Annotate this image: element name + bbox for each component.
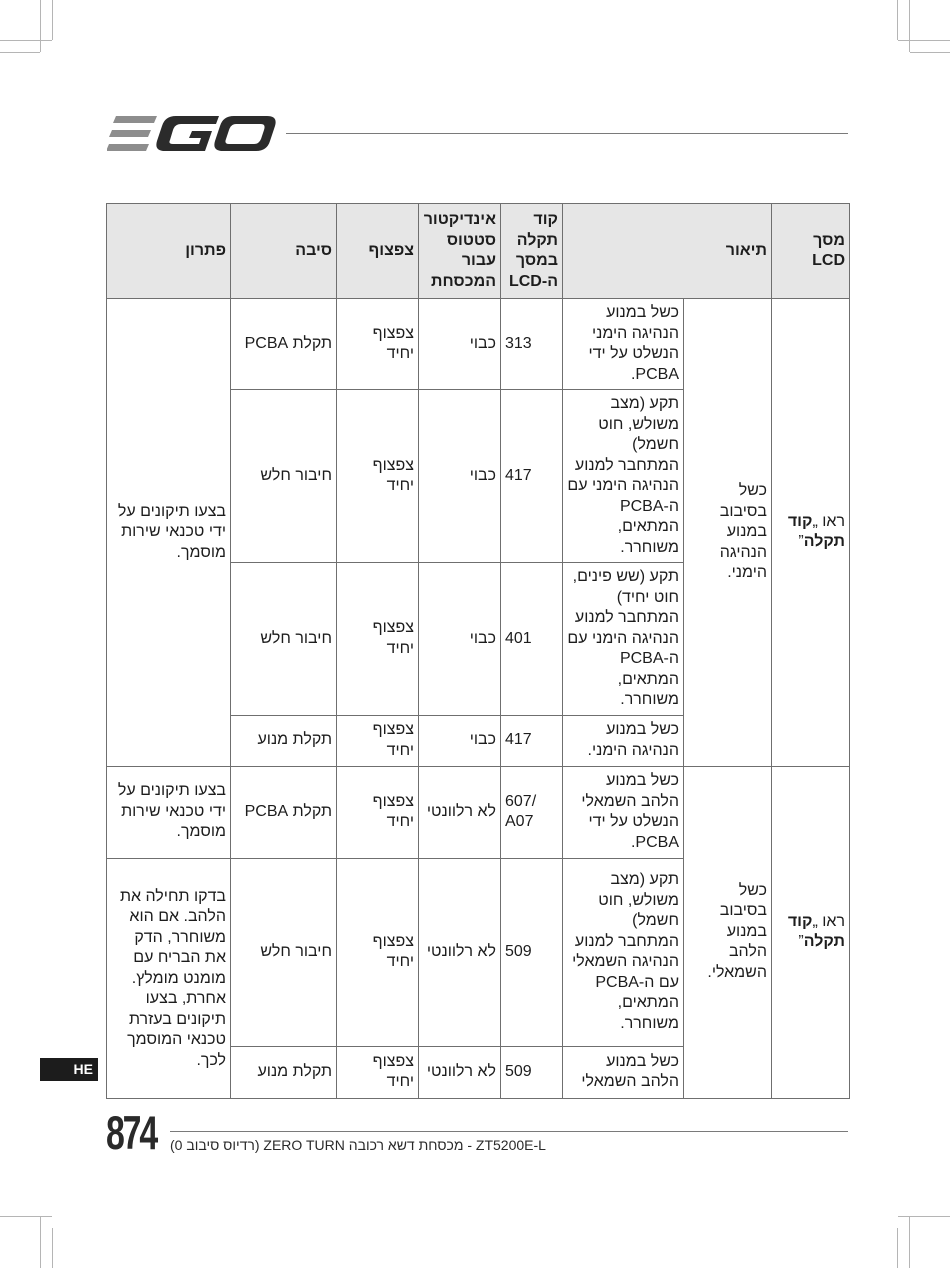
code-cell: 509 [501, 858, 563, 1046]
status-cell: לא רלוונטי [419, 766, 501, 858]
footer-title: ZT5200E-L - מכסחת דשא רכובה ZERO TURN (רדיוס סיבוב 0) [170, 1137, 546, 1153]
cause-cell: תקלת מנוע [231, 1046, 337, 1098]
header-cause: סיבה [231, 204, 337, 299]
error-code-table [106, 203, 850, 1099]
header-beep: צפצוף [337, 204, 419, 299]
code-cell: 401 [501, 563, 563, 716]
detail-cell: תקע (מצב משולש, חוט חשמל) המתחבר למנוע הנהיגה הימני עם ה-PCBA המתאים, משוחרר. [563, 390, 684, 563]
crop-mark [0, 40, 52, 41]
code-cell: 313 [501, 299, 563, 390]
description-cell: כשל בסיבוב במנוע הלהב השמאלי. [684, 766, 772, 1098]
crop-mark [897, 0, 898, 40]
status-cell: כבוי [419, 563, 501, 716]
crop-mark [909, 0, 910, 52]
beep-cell: צפצוף יחיד [337, 715, 419, 766]
status-cell: כבוי [419, 390, 501, 563]
lcd-cell: ראו „קוד תקלה” [772, 299, 850, 767]
header-code: קוד תקלה במסך ה-LCD [501, 204, 563, 299]
cause-cell: תקלת מנוע [231, 715, 337, 766]
cause-cell: חיבור חלש [231, 390, 337, 563]
beep-cell: צפצוף יחיד [337, 1046, 419, 1098]
code-cell: 417 [501, 715, 563, 766]
crop-mark [909, 1216, 910, 1268]
detail-cell: כשל במנוע הלהב השמאלי הנשלט על ידי PCBA. [563, 766, 684, 858]
beep-cell: צפצוף יחיד [337, 299, 419, 390]
crop-mark [897, 1228, 898, 1268]
header-status: אינדיקטור סטטוס עבור המכסחת [419, 204, 501, 299]
code-cell: /607 A07 [501, 766, 563, 858]
code-cell: 417 [501, 390, 563, 563]
solution-cell: בצעו תיקונים על ידי טכנאי שירות מוסמך. [107, 766, 231, 858]
detail-cell: כשל במנוע הנהיגה הימני הנשלט על ידי PCBA. [563, 299, 684, 390]
crop-mark [40, 0, 41, 52]
status-cell: כבוי [419, 715, 501, 766]
cause-cell: תקלת PCBA [231, 766, 337, 858]
language-tab: HE [40, 1058, 98, 1081]
code-cell: 509 [501, 1046, 563, 1098]
description-cell: כשל בסיבוב במנוע הנהיגה הימני. [684, 299, 772, 767]
detail-cell: כשל במנוע הנהיגה הימני. [563, 715, 684, 766]
header-rule [286, 133, 848, 134]
detail-cell: כשל במנוע הלהב השמאלי [563, 1046, 684, 1098]
crop-mark [40, 1216, 41, 1268]
crop-mark [0, 1216, 52, 1217]
detail-cell: תקע (מצב משולש, חוט חשמל) המתחבר למנוע הנהיגה השמאלי עם ה-PCBA המתאים, משוחרר. [563, 858, 684, 1046]
footer-rule [170, 1131, 848, 1132]
crop-mark [52, 1228, 53, 1268]
beep-cell: צפצוף יחיד [337, 858, 419, 1046]
header-lcd: מסך LCD [772, 204, 850, 299]
ego-logo [107, 113, 277, 155]
beep-cell: צפצוף יחיד [337, 563, 419, 716]
table-row [107, 299, 850, 390]
cause-cell: חיבור חלש [231, 563, 337, 716]
status-cell: לא רלוונטי [419, 858, 501, 1046]
crop-mark [898, 1216, 950, 1217]
crop-mark [898, 40, 950, 41]
detail-cell: תקע (שש פינים, חוט יחיד) המתחבר למנוע הנהיגה הימני עם ה-PCBA המתאים, משוחרר. [563, 563, 684, 716]
table-row [107, 766, 850, 858]
lcd-cell: ראו „קוד תקלה” [772, 766, 850, 1098]
beep-cell: צפצוף יחיד [337, 390, 419, 563]
header-description: תיאור [563, 204, 772, 299]
cause-cell: חיבור חלש [231, 858, 337, 1046]
header-solution: פתרון [107, 204, 231, 299]
crop-mark [52, 0, 53, 40]
table-header-row [107, 204, 850, 299]
crop-mark [910, 52, 950, 53]
status-cell: לא רלוונטי [419, 1046, 501, 1098]
page-number: 874 [106, 1106, 156, 1159]
cause-cell: תקלת PCBA [231, 299, 337, 390]
solution-cell: בצעו תיקונים על ידי טכנאי שירות מוסמך. [107, 299, 231, 767]
crop-mark [0, 52, 40, 53]
beep-cell: צפצוף יחיד [337, 766, 419, 858]
status-cell: כבוי [419, 299, 501, 390]
solution-cell: בדקו תחילה את הלהב. אם הוא משוחרר, הדק את הבריח עם מומנט מומלץ. אחרת, בצעו תיקונים בעזרת טכנאי המוסמך לכך. [107, 858, 231, 1098]
